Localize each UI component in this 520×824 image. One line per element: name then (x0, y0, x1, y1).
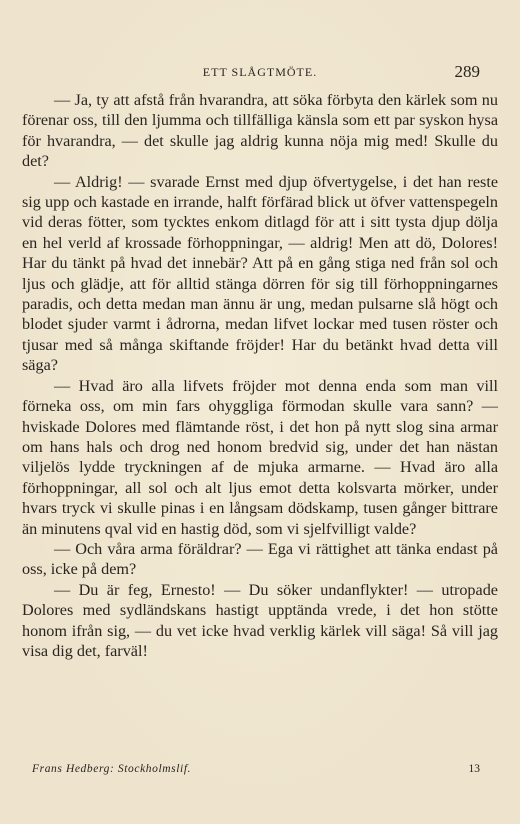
signature-line: Frans Hedberg: Stockholmslif. (32, 763, 192, 775)
page-number: 289 (454, 62, 480, 81)
page-footer (22, 763, 498, 781)
paragraph: — Aldrig! — svarade Ernst med djup öfvertygelse, i det han reste sig upp och kastade en irrande, halft förfärad blick ut öfver vattenspegeln vid deras fötter, som tycktes enkom ditlagd för att i sitt tysta djup dölja en hel verld af krossade förhoppningar, — aldrig! Men att dö, Dolores! Har du tänkt på hvad det innebär? Att på en gång stiga ned från sol och ljus och glädje, att för alltid stänga dörren för sig till förhoppningarnes paradis, och detta medan man ännu är ung, medan pulsarne slå högt och blodet sjuder varmt i ådrorna, medan lifvet lockar med tusen röster och tjusar med så många skiftande fröjder! Har du betänkt hvad detta vill säga? (22, 172, 498, 375)
paragraph: — Och våra arma föräldrar? — Ega vi rättighet att tänka endast på oss, icke på dem? (22, 539, 498, 579)
paragraph: — Hvad äro alla lifvets fröjder mot denna enda som man vill förneka oss, om min fars ohyggliga förmodan skulle vara sann? — hviskade Dolores med flämtande röst, i det hon på nytt slog sina armar om hans hals och drog ned honom bredvid sig, under det han nästan viljelös lydde tryckningen af de mjuka armarne. — Hvad äro alla förhoppningar, all sol och alt ljus emot detta kolsvarta mörker, under hvars tryck vi skulle pinas i en långsam dödskamp, tusen gånger bittrare än minutens qval vid en hastig död, som vi sjelfvilligt valde? (22, 376, 498, 538)
sheet-number: 13 (468, 763, 480, 775)
paragraph: — Du är feg, Ernesto! — Du söker undanflykter! — utropade Dolores med sydländskans hastigt upptända vrede, i det hon stötte honom ifrån sig, — du vet icke hvad verklig kärlek vill säga! Så vill jag visa dig det, farväl! (22, 580, 498, 660)
page-header (22, 62, 498, 82)
paragraph: — Ja, ty att afstå från hvarandra, att söka förbyta den kärlek som nu förenar oss, till den ljumma och tillfälliga känsla som ett par syskon hysa för hvarandra, — det skulle jag aldrig kunna nöja mig med! Skulle du det? (22, 91, 498, 171)
running-title: ETT SLÅGTMÖTE. (202, 65, 318, 79)
page-body (22, 90, 498, 661)
